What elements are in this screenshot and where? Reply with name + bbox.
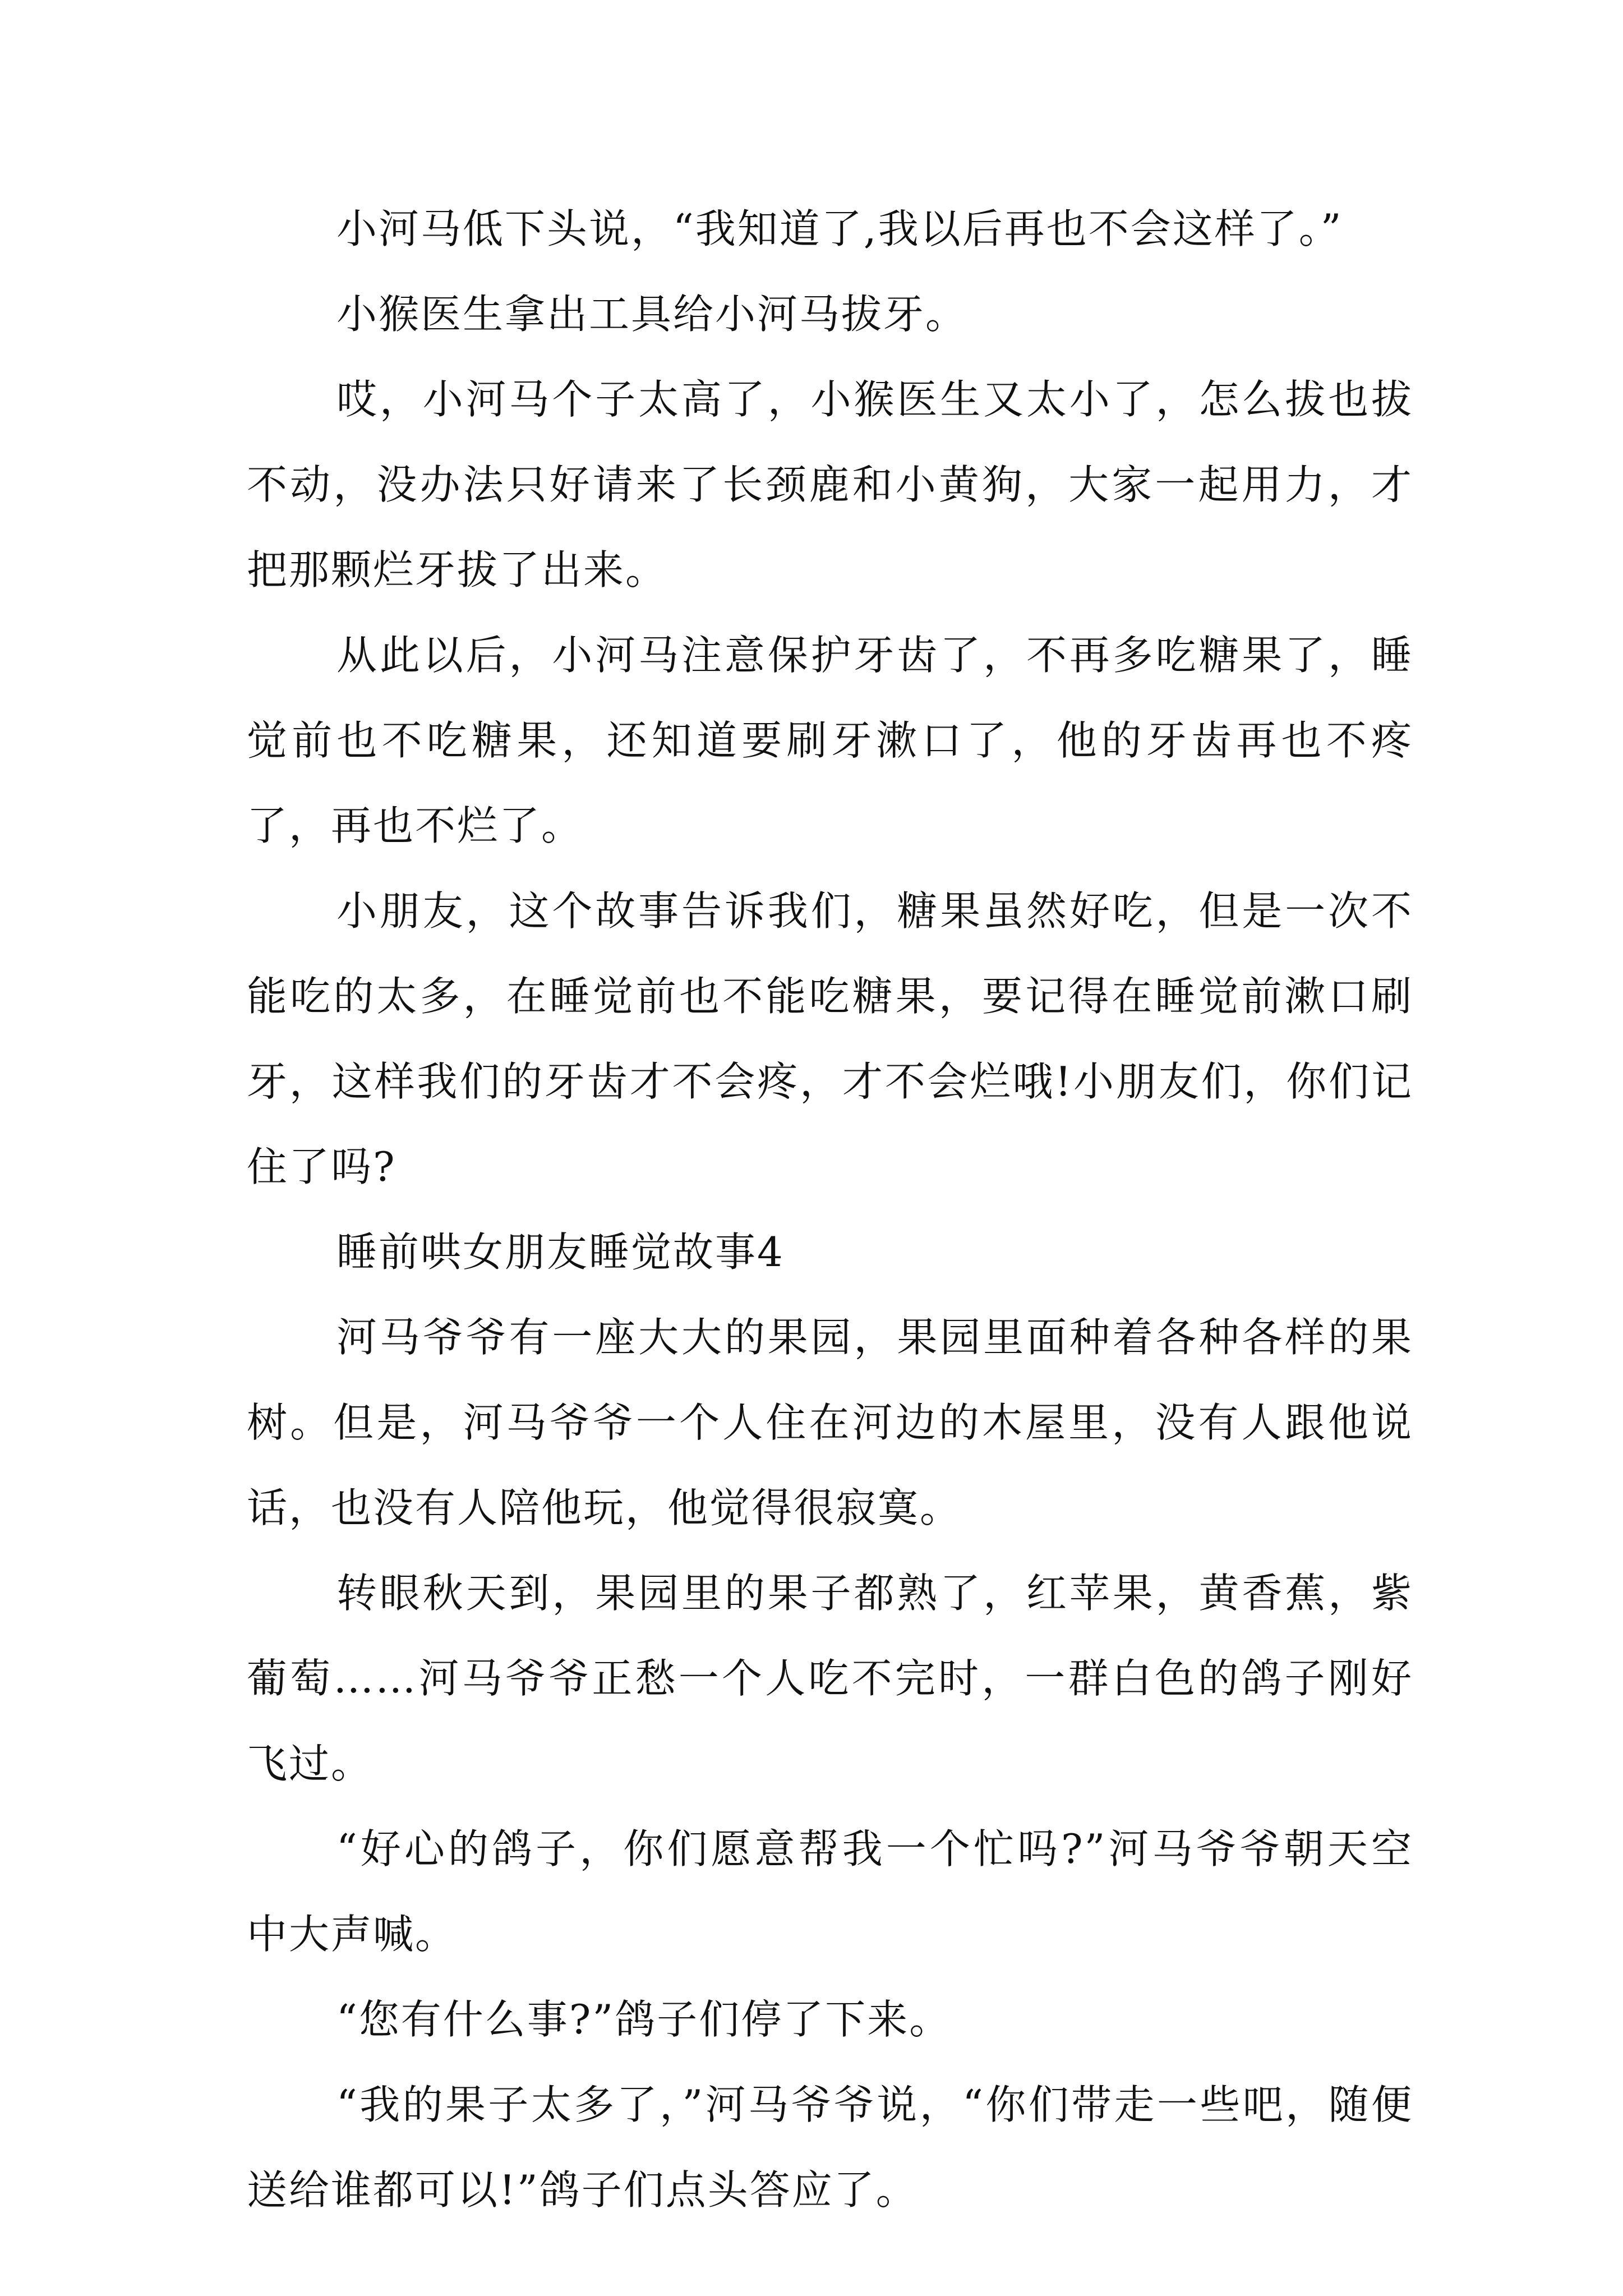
paragraph-1: 小河马低下头说，“我知道了,我以后再也不会这样了。” (336, 205, 1343, 252)
paragraph-7: 河马爷爷有一座大大的果园，果园里面种着各种各样的果树。但是，河马爷爷一个人住在河边的木屋里，没有人跟他说话，也没有人陪他玩，他觉得很寂寞。 (247, 1314, 1413, 1531)
paragraph-10: “您有什么事?”鸽子们停了下来。 (336, 1996, 952, 2043)
paragraph-11: “我的果子太多了，”河马爷爷说，“你们带走一些吧，随便送给谁都可以!”鸽子们点头答应了。 (247, 2081, 1413, 2214)
document-body (247, 186, 1413, 2233)
paragraph-2: 小猴医生拿出工具给小河马拔牙。 (336, 291, 968, 338)
paragraph-8: 转眼秋天到，果园里的果子都熟了，红苹果，黄香蕉，紫葡萄……河马爷爷正愁一个人吃不完时，一群白色的鸽子刚好飞过。 (247, 1570, 1413, 1787)
paragraph-9: “好心的鸽子，你们愿意帮我一个忙吗?”河马爷爷朝天空中大声喊。 (247, 1825, 1413, 1958)
paragraph-3: 哎，小河马个子太高了，小猴医生又太小了，怎么拔也拔不动，没办法只好请来了长颈鹿和小黄狗，大家一起用力，才把那颗烂牙拔了出来。 (247, 376, 1413, 593)
paragraph-4: 从此以后，小河马注意保护牙齿了，不再多吃糖果了，睡觉前也不吃糖果，还知道要刷牙漱口了，他的牙齿再也不疼了，再也不烂了。 (247, 632, 1413, 849)
story-heading: 睡前哄女朋友睡觉故事4 (336, 1228, 785, 1276)
paragraph-5: 小朋友，这个故事告诉我们，糖果虽然好吃，但是一次不能吃的太多，在睡觉前也不能吃糖果，要记得在睡觉前漱口刷牙，这样我们的牙齿才不会疼，才不会烂哦!小朋友们，你们记住了吗? (247, 887, 1413, 1190)
